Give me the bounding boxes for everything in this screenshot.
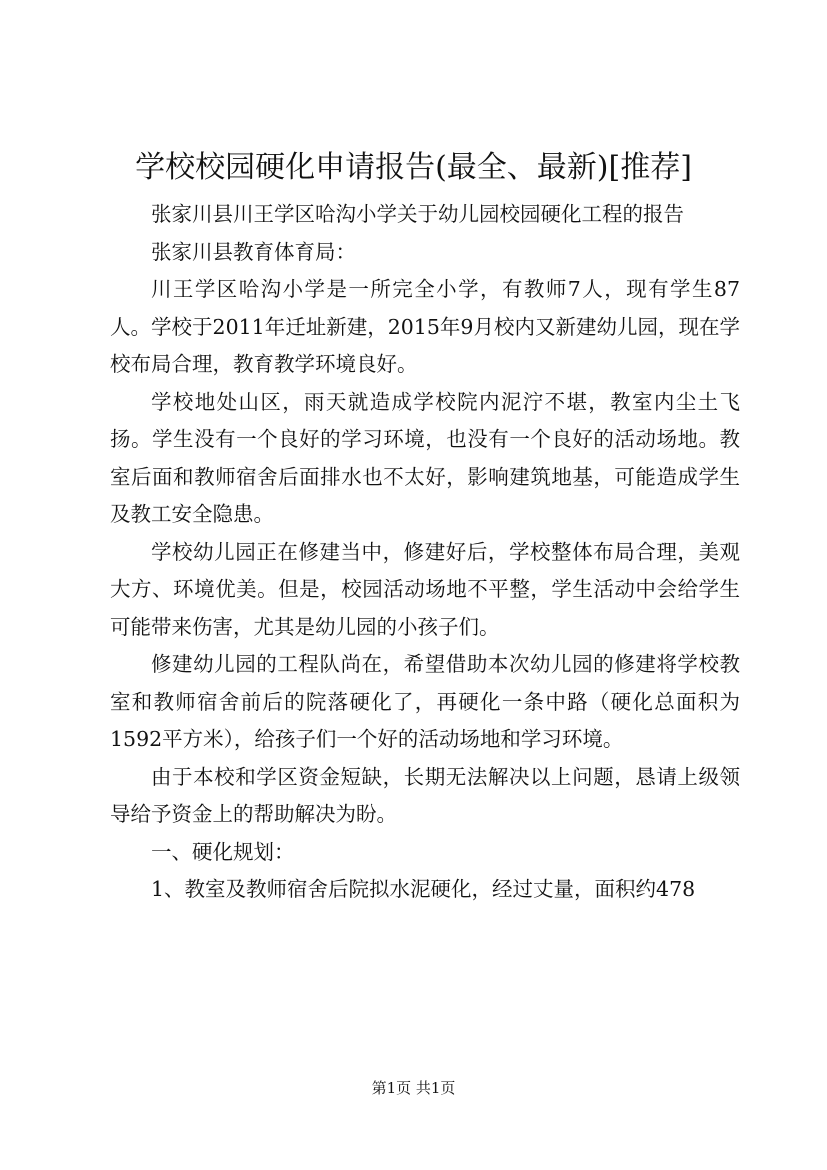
paragraph-school-intro: 川王学区哈沟小学是一所完全小学，有教师7人，现有学生87人。学校于2011年迁址新建，2015年9月校内又新建幼儿园，现在学校布局合理，教育教学环境良好。 [110, 277, 740, 376]
section-heading-plan: 一、硬化规划： [151, 839, 295, 864]
paragraph-kindergarten: 学校幼儿园正在修建当中，修建好后，学校整体布局合理，美观大方、环境优美。但是，校园活动场地不平整，学生活动中会给学生可能带来伤害，尤其是幼儿园的小孩子们。 [110, 539, 740, 639]
paragraph-report-heading: 张家川县川王学区哈沟小学关于幼儿园校园硬化工程的报告 [151, 202, 684, 226]
paragraph-problem: 学校地处山区，雨天就造成学校院内泥泞不堪，教室内尘土飞扬。学生没有一个良好的学习环境，也没有一个良好的活动场地。教室后面和教师宿舍后面排水也不太好，影响建筑地基，可能造成学生及教工安全隐患。 [110, 389, 740, 526]
page-footer: 第1页 共1页 [371, 1079, 456, 1097]
paragraph-request: 由于本校和学区资金短缺，长期无法解决以上问题，恳请上级领导给予资金上的帮助解决为盼。 [110, 764, 740, 826]
paragraph-recipient: 张家川县教育体育局： [151, 239, 356, 264]
paragraph-plan-item-1: 1、教室及教师宿舍后院拟水泥硬化，经过丈量，面积约478 [151, 877, 696, 901]
document-title: 学校校园硬化申请报告(最全、最新)[推荐] [135, 150, 692, 185]
paragraph-proposal: 修建幼儿园的工程队尚在，希望借助本次幼儿园的修建将学校教室和教师宿舍前后的院落硬化了，再硬化一条中路（硬化总面积为1592平方米），给孩子们一个好的活动场地和学习环境。 [110, 652, 740, 751]
document-body [110, 196, 740, 909]
